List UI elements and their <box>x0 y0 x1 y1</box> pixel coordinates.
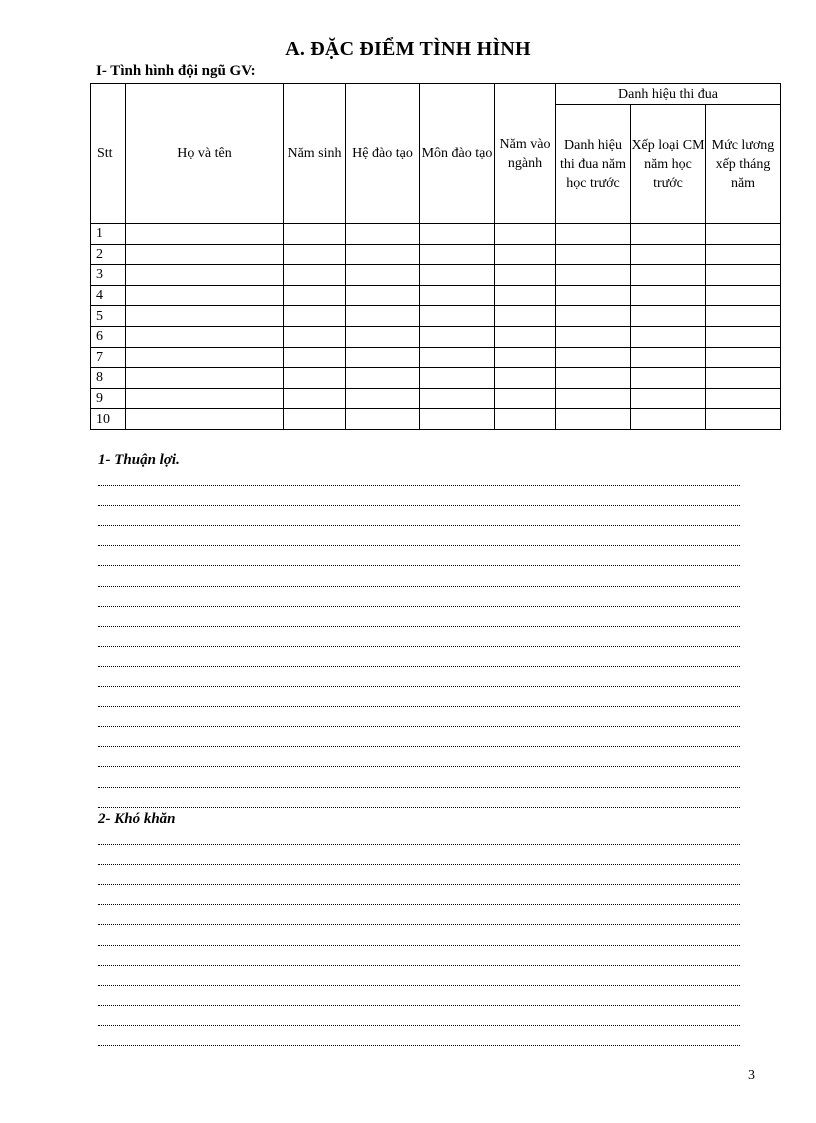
header-nam-vao-nganh: Năm vào ngành <box>495 84 556 224</box>
dotted-writing-line[interactable] <box>98 707 740 727</box>
row-number: 7 <box>91 347 126 368</box>
table-row <box>91 306 781 327</box>
thuan-loi-heading: 1- Thuận lợi. <box>98 452 180 468</box>
table-cell[interactable] <box>126 285 284 306</box>
row-number: 1 <box>91 224 126 245</box>
dotted-writing-line[interactable] <box>98 747 740 767</box>
dotted-writing-line[interactable] <box>98 607 740 627</box>
table-cell[interactable] <box>346 388 420 409</box>
row-number: 3 <box>91 265 126 286</box>
table-cell[interactable] <box>284 244 346 265</box>
table-cell[interactable] <box>420 285 495 306</box>
dotted-writing-line[interactable] <box>98 587 740 607</box>
table-cell[interactable] <box>706 265 781 286</box>
page-title: A. ĐẶC ĐIỂM TÌNH HÌNH <box>285 38 531 60</box>
page-number: 3 <box>748 1068 755 1083</box>
header-mon-dao-tao: Môn đào tạo <box>420 84 495 224</box>
table-cell[interactable] <box>706 224 781 245</box>
table-cell[interactable] <box>346 224 420 245</box>
table-cell[interactable] <box>420 306 495 327</box>
table-cell[interactable] <box>126 388 284 409</box>
table-cell[interactable] <box>631 224 706 245</box>
table-cell[interactable] <box>420 347 495 368</box>
table-cell[interactable] <box>556 388 631 409</box>
dotted-writing-line[interactable] <box>98 845 740 865</box>
table-cell[interactable] <box>420 244 495 265</box>
table-cell[interactable] <box>631 306 706 327</box>
table-cell[interactable] <box>706 347 781 368</box>
table-cell[interactable] <box>631 388 706 409</box>
row-number: 10 <box>91 409 126 430</box>
table-cell[interactable] <box>126 224 284 245</box>
table-cell[interactable] <box>556 285 631 306</box>
header-danh-hieu-nam-truoc: Danh hiệu thi đua năm học trước <box>556 105 631 224</box>
table-row <box>91 388 781 409</box>
table-cell[interactable] <box>706 388 781 409</box>
table-cell[interactable] <box>556 306 631 327</box>
table-cell[interactable] <box>495 224 556 245</box>
table-cell[interactable] <box>556 326 631 347</box>
table-cell[interactable] <box>284 306 346 327</box>
table-cell[interactable] <box>706 326 781 347</box>
table-cell[interactable] <box>126 409 284 430</box>
table-cell[interactable] <box>346 285 420 306</box>
table-cell[interactable] <box>495 388 556 409</box>
dotted-writing-line[interactable] <box>98 466 740 486</box>
table-cell[interactable] <box>631 409 706 430</box>
table-cell[interactable] <box>706 368 781 389</box>
dotted-writing-line[interactable] <box>98 526 740 546</box>
teacher-staff-table <box>90 83 781 430</box>
row-number: 9 <box>91 388 126 409</box>
table-cell[interactable] <box>126 368 284 389</box>
header-danh-hieu-group: Danh hiệu thi đua <box>556 84 781 105</box>
table-cell[interactable] <box>346 265 420 286</box>
table-cell[interactable] <box>631 265 706 286</box>
table-cell[interactable] <box>631 244 706 265</box>
dotted-writing-line[interactable] <box>98 1026 740 1046</box>
table-cell[interactable] <box>495 347 556 368</box>
row-number: 5 <box>91 306 126 327</box>
table-cell[interactable] <box>346 306 420 327</box>
table-row <box>91 368 781 389</box>
table-cell[interactable] <box>706 306 781 327</box>
table-cell[interactable] <box>495 306 556 327</box>
table-cell[interactable] <box>556 409 631 430</box>
dotted-writing-line[interactable] <box>98 905 740 925</box>
table-cell[interactable] <box>631 368 706 389</box>
dotted-writing-line[interactable] <box>98 647 740 667</box>
dotted-writing-line[interactable] <box>98 946 740 966</box>
table-cell[interactable] <box>420 265 495 286</box>
header-muc-luong: Mức lương xếp tháng năm <box>706 105 781 224</box>
header-ho-ten: Họ và tên <box>126 84 284 224</box>
table-cell[interactable] <box>706 244 781 265</box>
table-cell[interactable] <box>495 265 556 286</box>
row-number: 4 <box>91 285 126 306</box>
table-cell[interactable] <box>495 285 556 306</box>
table-cell[interactable] <box>420 368 495 389</box>
table-cell[interactable] <box>284 409 346 430</box>
dotted-writing-line[interactable] <box>98 727 740 747</box>
table-cell[interactable] <box>420 409 495 430</box>
table-cell[interactable] <box>556 265 631 286</box>
dotted-writing-line[interactable] <box>98 966 740 986</box>
dotted-writing-line[interactable] <box>98 885 740 905</box>
table-cell[interactable] <box>556 368 631 389</box>
table-row <box>91 409 781 430</box>
table-cell[interactable] <box>346 409 420 430</box>
table-row <box>91 285 781 306</box>
table-cell[interactable] <box>284 368 346 389</box>
dotted-writing-line[interactable] <box>98 506 740 526</box>
table-row <box>91 265 781 286</box>
table-cell[interactable] <box>420 224 495 245</box>
dotted-writing-line[interactable] <box>98 788 740 808</box>
table-cell[interactable] <box>495 326 556 347</box>
row-number: 6 <box>91 326 126 347</box>
dotted-writing-line[interactable] <box>98 627 740 647</box>
table-cell[interactable] <box>284 347 346 368</box>
table-cell[interactable] <box>631 326 706 347</box>
header-nam-sinh: Năm sinh <box>284 84 346 224</box>
table-cell[interactable] <box>346 244 420 265</box>
table-cell[interactable] <box>284 326 346 347</box>
dotted-writing-line[interactable] <box>98 486 740 506</box>
table-cell[interactable] <box>284 285 346 306</box>
table-cell[interactable] <box>556 244 631 265</box>
table-cell[interactable] <box>346 347 420 368</box>
table-cell[interactable] <box>706 409 781 430</box>
table-cell[interactable] <box>126 306 284 327</box>
dotted-writing-line[interactable] <box>98 986 740 1006</box>
dotted-writing-line[interactable] <box>98 687 740 707</box>
table-cell[interactable] <box>284 224 346 245</box>
table-cell[interactable] <box>495 409 556 430</box>
table-cell[interactable] <box>284 265 346 286</box>
dotted-writing-line[interactable] <box>98 925 740 945</box>
row-number: 2 <box>91 244 126 265</box>
table-cell[interactable] <box>706 285 781 306</box>
table-cell[interactable] <box>556 224 631 245</box>
table-body <box>91 224 781 430</box>
header-he-dao-tao: Hệ đào tạo <box>346 84 420 224</box>
table-cell[interactable] <box>346 368 420 389</box>
table-row <box>91 244 781 265</box>
dotted-writing-line[interactable] <box>98 566 740 586</box>
table-cell[interactable] <box>126 347 284 368</box>
table-row <box>91 347 781 368</box>
row-number: 8 <box>91 368 126 389</box>
table-cell[interactable] <box>284 388 346 409</box>
table-cell[interactable] <box>495 244 556 265</box>
kho-khan-lines <box>98 825 740 1046</box>
table-cell[interactable] <box>126 326 284 347</box>
table-cell[interactable] <box>556 347 631 368</box>
table-cell[interactable] <box>126 265 284 286</box>
dotted-writing-line[interactable] <box>98 1006 740 1026</box>
header-stt: Stt <box>91 84 126 224</box>
dotted-writing-line[interactable] <box>98 667 740 687</box>
dotted-writing-line[interactable] <box>98 546 740 566</box>
table-row <box>91 224 781 245</box>
kho-khan-heading: 2- Khó khăn <box>98 811 176 827</box>
thuan-loi-lines <box>98 466 740 808</box>
section-subtitle: I- Tình hình đội ngũ GV: <box>96 63 256 79</box>
header-xep-loai-cm: Xếp loại CM năm học trước <box>631 105 706 224</box>
table-cell[interactable] <box>126 244 284 265</box>
dotted-writing-line[interactable] <box>98 865 740 885</box>
table-cell[interactable] <box>495 368 556 389</box>
table-row <box>91 326 781 347</box>
dotted-writing-line[interactable] <box>98 767 740 787</box>
table-cell[interactable] <box>346 326 420 347</box>
dotted-writing-line[interactable] <box>98 825 740 845</box>
table-cell[interactable] <box>631 285 706 306</box>
table-cell[interactable] <box>420 388 495 409</box>
table-cell[interactable] <box>420 326 495 347</box>
table-cell[interactable] <box>631 347 706 368</box>
